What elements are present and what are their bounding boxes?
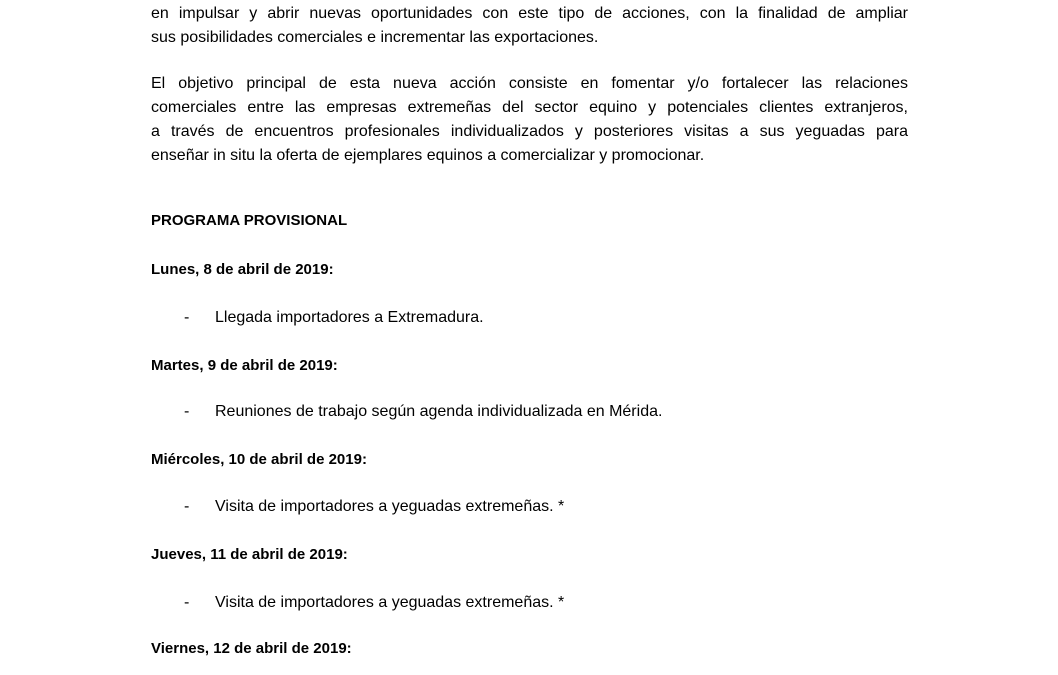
paragraph-line: a través de encuentros profesionales individualizados y posteriores visitas a sus yeguadas para bbox=[151, 123, 908, 140]
program-bullet-item bbox=[184, 497, 564, 517]
bullet-dash: - bbox=[184, 403, 190, 420]
day-heading: Viernes, 12 de abril de 2019: bbox=[151, 640, 352, 657]
day-heading: Jueves, 11 de abril de 2019: bbox=[151, 546, 348, 563]
paragraph-line: comerciales entre las empresas extremeñas del sector equino y potenciales clientes extranjeros, bbox=[151, 99, 908, 116]
day-heading: Lunes, 8 de abril de 2019: bbox=[151, 261, 334, 278]
bullet-dash: - bbox=[184, 309, 190, 326]
program-title: PROGRAMA PROVISIONAL bbox=[151, 212, 348, 229]
bullet-text: Llegada importadores a Extremadura. bbox=[215, 309, 484, 326]
bullet-text: Reuniones de trabajo según agenda individualizada en Mérida. bbox=[215, 403, 663, 420]
paragraph-line: enseñar in situ la oferta de ejemplares equinos a comercializar y promocionar. bbox=[151, 147, 705, 164]
objective-paragraph bbox=[151, 72, 908, 168]
bullet-text: Visita de importadores a yeguadas extremeñas. * bbox=[215, 498, 565, 515]
program-bullet-item bbox=[184, 593, 564, 613]
paragraph-line: en impulsar y abrir nuevas oportunidades con este tipo de acciones, con la finalidad de ampliar bbox=[151, 5, 908, 22]
program-bullet-item bbox=[184, 308, 484, 328]
program-bullet-item bbox=[184, 402, 662, 422]
bullet-dash: - bbox=[184, 498, 190, 515]
paragraph-line: El objetivo principal de esta nueva acción consiste en fomentar y/o fortalecer las relaciones bbox=[151, 75, 908, 92]
paragraph-line: sus posibilidades comerciales e incrementar las exportaciones. bbox=[151, 29, 599, 46]
intro-paragraph bbox=[151, 2, 908, 50]
day-heading: Martes, 9 de abril de 2019: bbox=[151, 357, 338, 374]
bullet-dash: - bbox=[184, 594, 190, 611]
bullet-text: Visita de importadores a yeguadas extremeñas. * bbox=[215, 594, 565, 611]
day-heading: Miércoles, 10 de abril de 2019: bbox=[151, 451, 367, 468]
